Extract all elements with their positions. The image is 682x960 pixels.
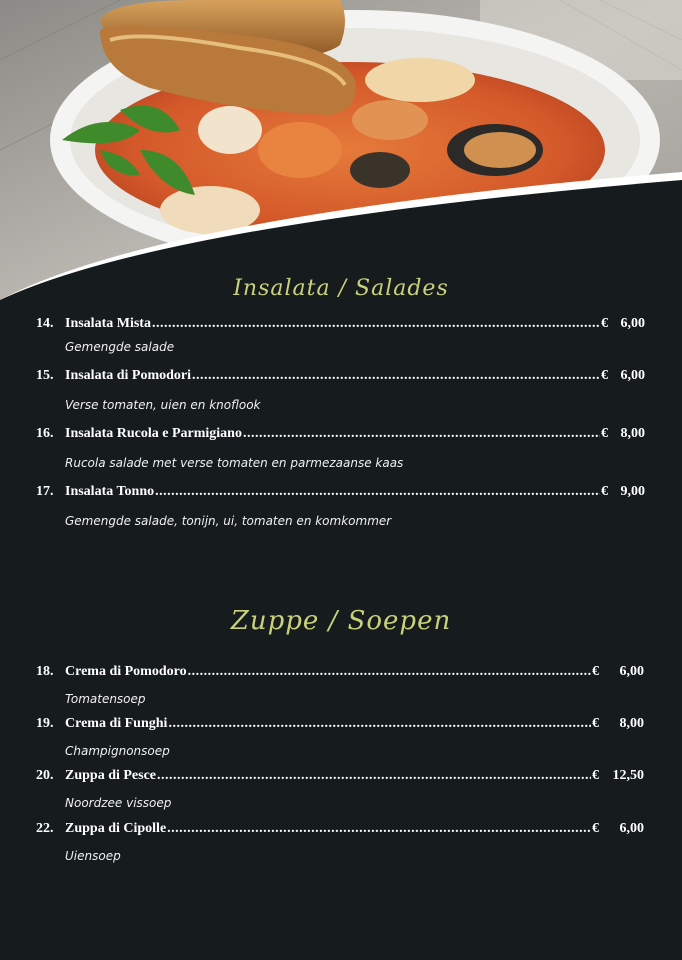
item-name: Insalata Mista [65, 316, 151, 331]
item-description: Uiensoep [65, 849, 121, 863]
item-number: 20. [36, 768, 54, 783]
item-name: Zuppa di Cipolle [65, 821, 167, 836]
item-row [36, 316, 645, 336]
item-row [36, 821, 644, 841]
section-title: Insalata / Salades [233, 276, 449, 301]
item-number: 17. [36, 484, 54, 499]
dot-leader [152, 316, 600, 332]
currency-symbol: € [592, 768, 599, 783]
hero-food-photo [0, 0, 682, 310]
item-description: Noordzee vissoep [65, 796, 172, 810]
item-description: Tomatensoep [65, 692, 146, 706]
dot-leader [188, 664, 591, 680]
dot-leader [167, 821, 591, 837]
currency-symbol: € [592, 664, 599, 679]
item-price: 8,00 [619, 716, 644, 731]
dot-leader [155, 484, 600, 500]
item-number: 14. [36, 316, 54, 331]
item-row [36, 716, 644, 736]
dot-leader [192, 368, 600, 384]
item-name: Crema di Pomodoro [65, 664, 187, 679]
dot-leader [168, 716, 591, 732]
section-title: Zuppe / Soepen [230, 606, 452, 636]
item-price: 6,00 [619, 664, 644, 679]
item-name: Zuppa di Pesce [65, 768, 157, 783]
item-name: Crema di Funghi [65, 716, 168, 731]
item-description: Gemengde salade, tonijn, ui, tomaten en komkommer [65, 514, 392, 528]
item-price: 8,00 [620, 426, 645, 441]
currency-symbol: € [601, 426, 608, 441]
currency-symbol: € [601, 484, 608, 499]
item-number: 22. [36, 821, 54, 836]
item-description: Verse tomaten, uien en knoflook [65, 398, 261, 412]
item-number: 16. [36, 426, 54, 441]
item-row [36, 664, 644, 684]
item-price: 9,00 [620, 484, 645, 499]
item-name: Insalata Rucola e Parmigiano [65, 426, 242, 441]
item-name: Insalata di Pomodori [65, 368, 192, 383]
currency-symbol: € [592, 716, 599, 731]
item-description: Champignonsoep [65, 744, 170, 758]
item-price: 12,50 [612, 768, 644, 783]
item-row [36, 426, 645, 446]
currency-symbol: € [601, 368, 608, 383]
item-price: 6,00 [620, 316, 645, 331]
item-description: Gemengde salade [65, 340, 175, 354]
item-row [36, 768, 644, 788]
item-row [36, 484, 645, 504]
item-price: 6,00 [620, 368, 645, 383]
item-name: Insalata Tonno [65, 484, 155, 499]
item-price: 6,00 [619, 821, 644, 836]
item-row [36, 368, 645, 388]
dot-leader [243, 426, 600, 442]
item-number: 19. [36, 716, 54, 731]
dot-leader [157, 768, 591, 784]
item-number: 18. [36, 664, 54, 679]
item-description: Rucola salade met verse tomaten en parmezaanse kaas [65, 456, 404, 470]
currency-symbol: € [601, 316, 608, 331]
item-number: 15. [36, 368, 54, 383]
currency-symbol: € [592, 821, 599, 836]
